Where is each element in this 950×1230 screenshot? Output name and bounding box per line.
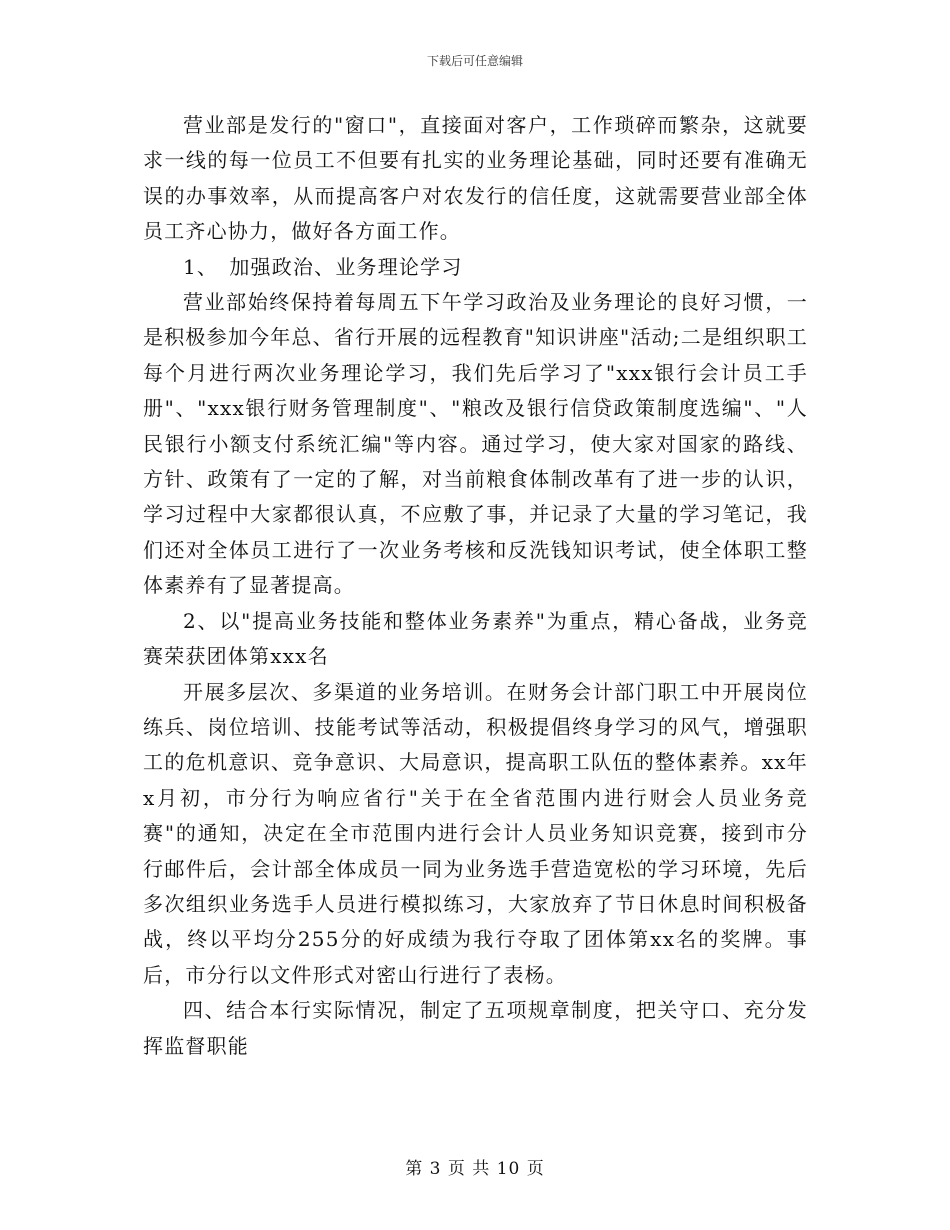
section-heading-2: 2、以"提高业务技能和整体业务素养"为重点，精心备战，业务竞赛荣获团体第xxx名 — [143, 608, 808, 669]
page-number: 第 3 页 共 10 页 — [405, 1159, 545, 1179]
paragraph-training: 开展多层次、多渠道的业务培训。在财务会计部门职工中开展岗位练兵、岗位培训、技能考试等活动，积极提倡终身学习的风气，增强职工的危机意识、竞争意识、大局意识，提高职工队伍的整体素养。xx年x月初，市分行为响应省行"关于在全省范围内进行财会人员业务竞赛"的通知，决定在全市范围内进行会计人员业务知识竞赛，接到市分行邮件后，会计部全体成员一同为业务选手营造宽松的学习环境，先后多次组织业务选手人员进行模拟练习，大家放弃了节日休息时间积极备战，终以平均分255分的好成绩为我行夺取了团体第xx名的奖牌。事后，市分行以文件形式对密山行进行了表杨。 — [143, 679, 808, 987]
section-heading-4: 四、结合本行实际情况，制定了五项规章制度，把关守口、充分发挥监督职能 — [143, 998, 808, 1058]
document-body — [143, 108, 808, 1064]
section-heading-1: 1、 加强政治、业务理论学习 — [183, 254, 463, 279]
paragraph-intro: 营业部是发行的"窗口"，直接面对客户，工作琐碎而繁杂，这就要求一线的每一位员工不但要有扎实的业务理论基础，同时还要有准确无误的办事效率，从而提高客户对农发行的信任度，这就需要营业部全体员工齐心协力，做好各方面工作。 — [143, 113, 808, 244]
page-header: 下载后可任意编辑 — [426, 54, 523, 68]
paragraph-study: 营业部始终保持着每周五下午学习政治及业务理论的良好习惯，一是积极参加今年总、省行开展的远程教育"知识讲座"活动;二是组织职工每个月进行两次业务理论学习，我们先后学习了"xxx银行会计员工手册"、"xxx银行财务管理制度"、"粮改及银行信贷政策制度选编"、"人民银行小额支付系统汇编"等内容。通过学习，使大家对国家的路线、方针、政策有了一定的了解，对当前粮食体制改革有了进一步的认识，学习过程中大家都很认真，不应敷了事，并记录了大量的学习笔记，我们还对全体员工进行了一次业务考核和反洗钱知识考试，使全体职工整体素养有了显著提高。 — [143, 290, 808, 598]
page-footer — [0, 1154, 950, 1179]
